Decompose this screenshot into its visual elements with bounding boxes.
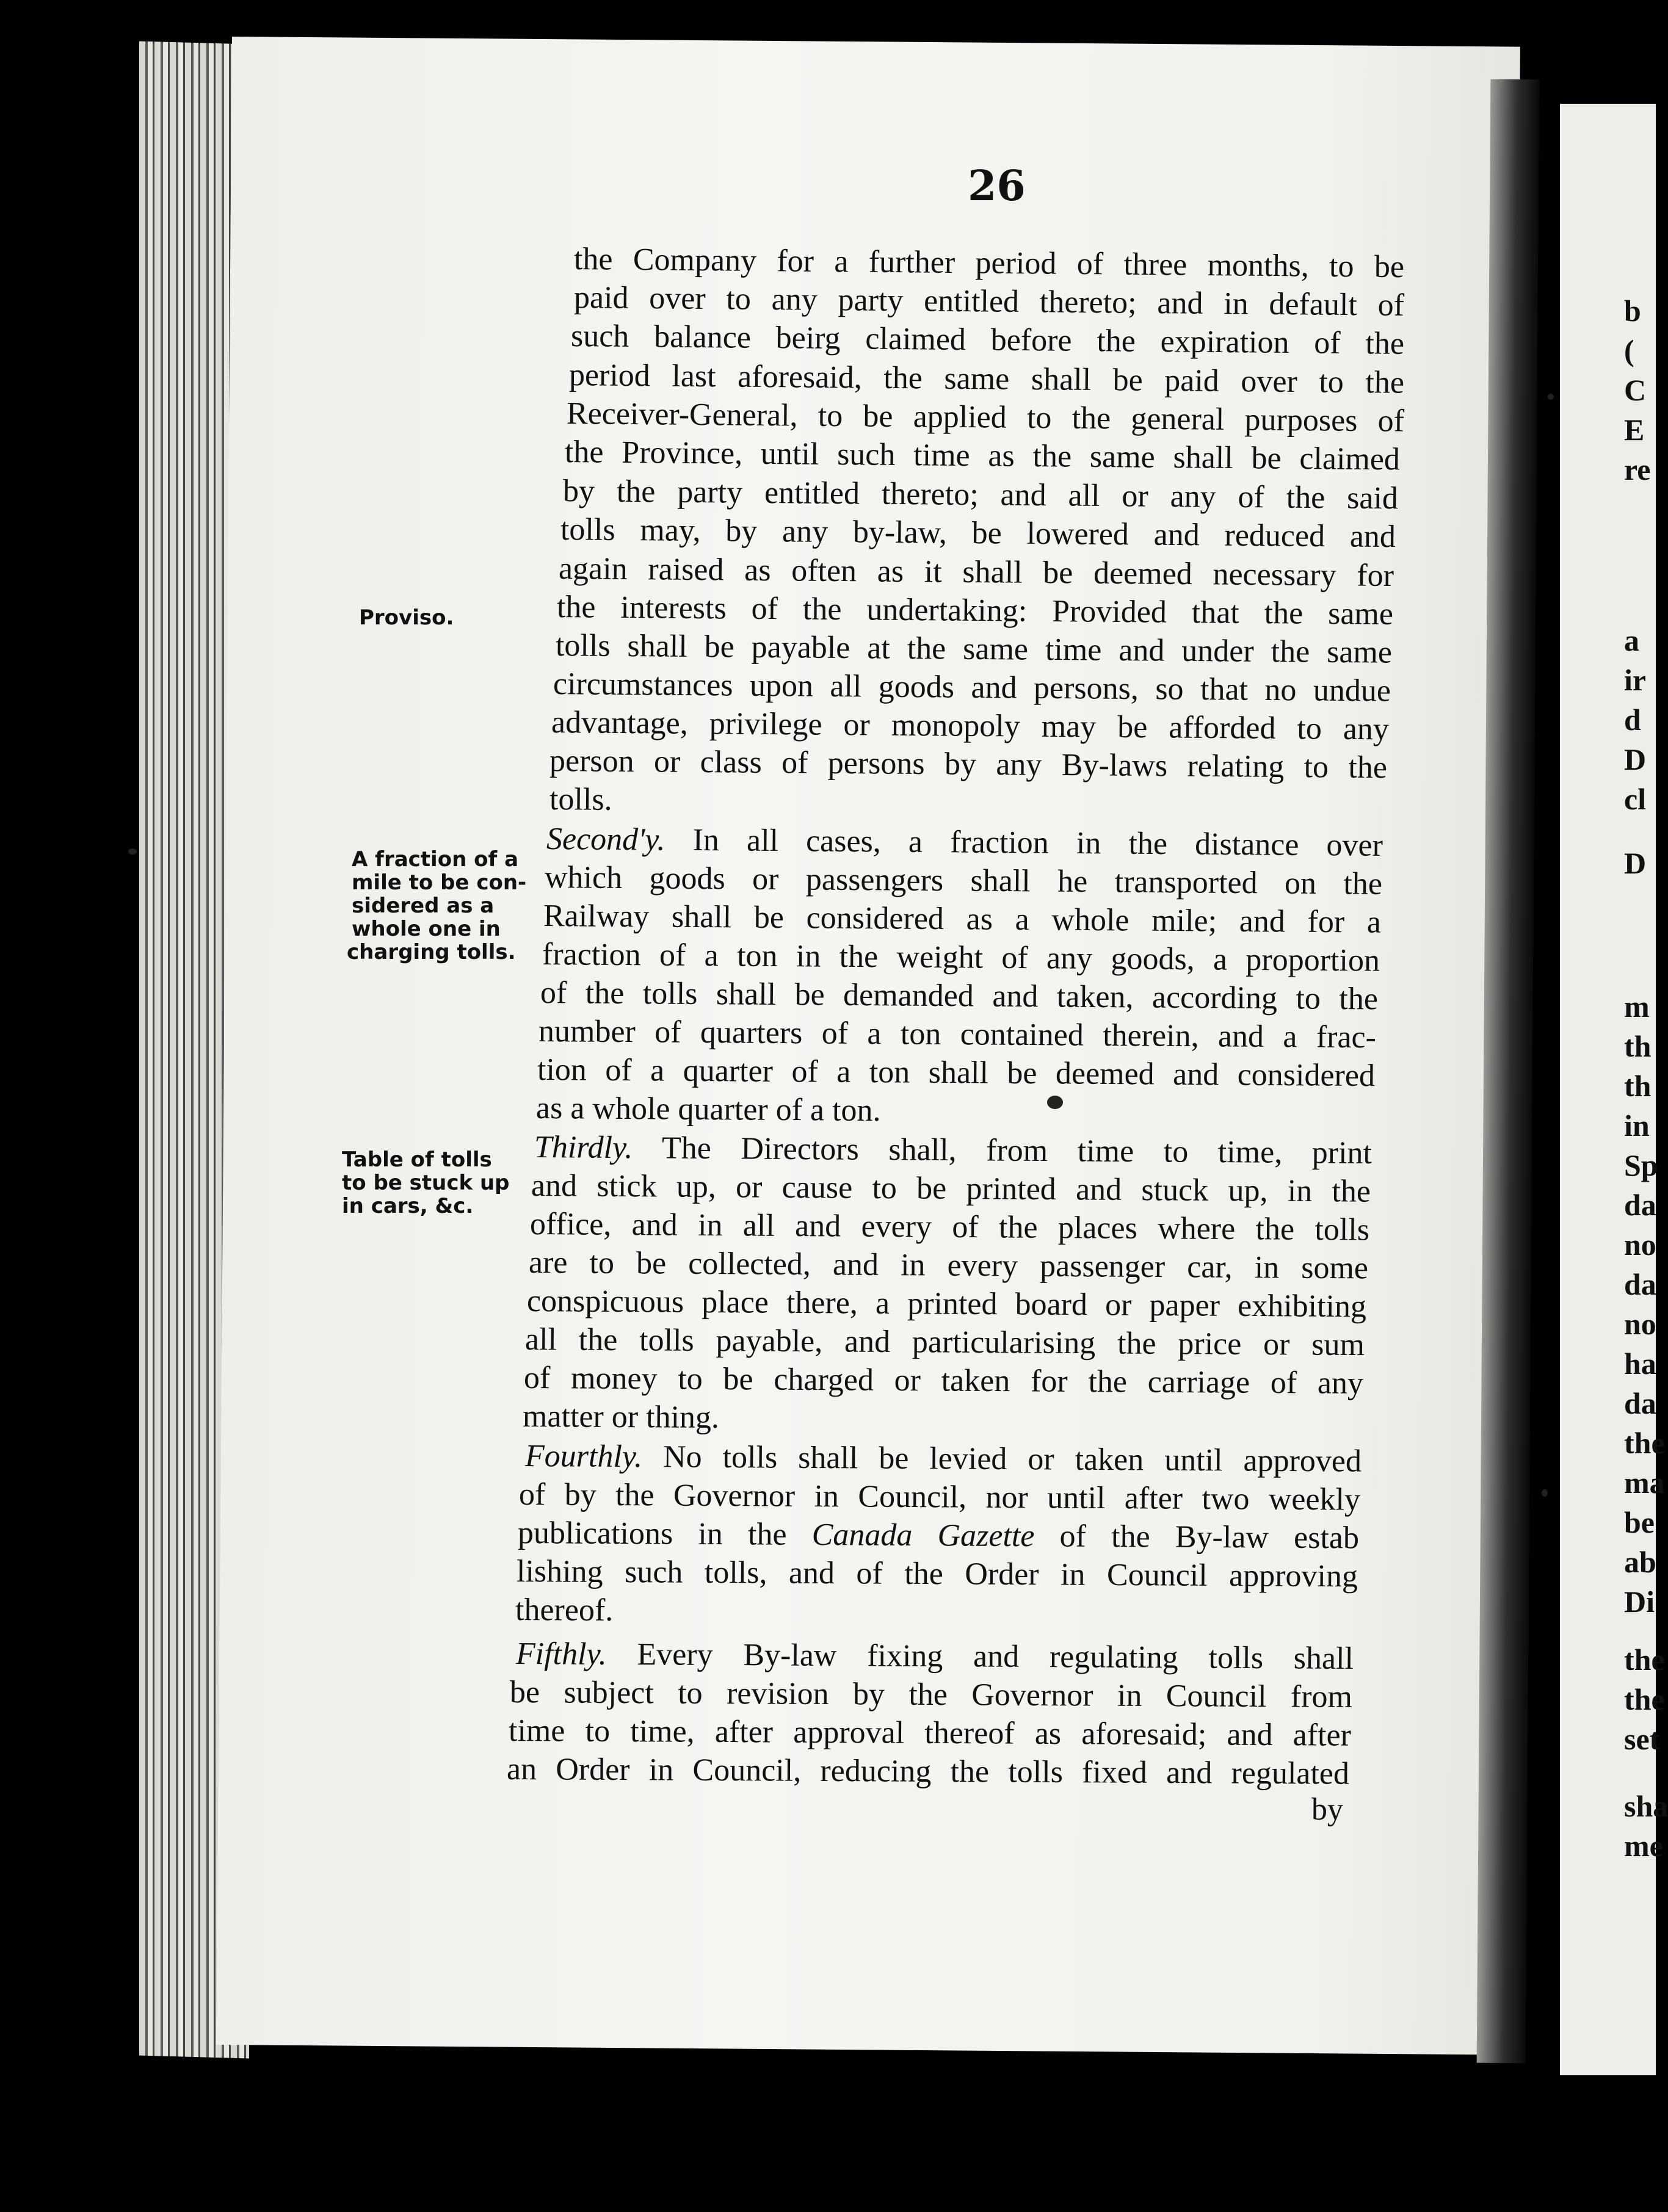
text-line: fraction of a ton in the weight of any goods, a proportion [542, 937, 1380, 978]
line-rest: Every By-law fixing and regulating tolls shall [606, 1636, 1354, 1676]
margin-note-fraction: sidered as a [352, 894, 495, 918]
text-line: all the tolls payable, and particularising the price or sum [524, 1322, 1365, 1363]
fragment: me [1624, 1829, 1663, 1863]
fragment: re [1624, 452, 1651, 486]
fragment: ( [1624, 333, 1634, 367]
text-line: circumstances upon all goods and persons, so that no undue [553, 667, 1391, 709]
line-start: publications in the [517, 1516, 812, 1552]
fragment: be [1624, 1505, 1655, 1539]
text-line: time to time, after approval thereof as aforesaid; and after [508, 1713, 1352, 1753]
text-line: by [1311, 1792, 1344, 1827]
fragment: ir [1624, 663, 1647, 697]
text-line: Railway shall be considered as a whole mile; and for a [543, 898, 1382, 940]
margin-note-fraction: mile to be con- [352, 870, 527, 895]
ink-blot [1047, 1096, 1063, 1109]
italic-canada-gazette: Canada Gazette [811, 1517, 1035, 1554]
text-line [534, 1129, 1372, 1171]
fragment: th [1624, 1069, 1652, 1103]
text-line [518, 1515, 1359, 1556]
fragment: the [1624, 1682, 1665, 1716]
fragment: th [1624, 1029, 1652, 1063]
text-line: tolls. [549, 782, 612, 817]
fragment: m [1624, 989, 1650, 1024]
text-line: period last aforesaid, the same shall be paid over to the [568, 358, 1405, 400]
fragment: cl [1624, 782, 1647, 816]
text-line: Receiver-General, to be applied to the general purposes of [566, 396, 1405, 439]
line-rest: In all cases, a fraction in the distance over [665, 822, 1383, 863]
margin-note-table: to be stuck up [342, 1171, 510, 1195]
fragment: D [1624, 846, 1647, 880]
text-line: lishing such tolls, and of the Order in Council approving [516, 1554, 1358, 1594]
text-line [546, 821, 1383, 864]
fragment: set [1624, 1722, 1660, 1756]
text-line [525, 1438, 1362, 1480]
fragment: the [1624, 1643, 1665, 1677]
dust-speck [128, 848, 137, 855]
fragment: the [1624, 1426, 1665, 1460]
line-rest: No tolls shall be levied or taken until approved [642, 1439, 1362, 1479]
text-line: conspicuous place there, a printed board or paper exhibiting [526, 1284, 1367, 1325]
fragment: Sp [1624, 1148, 1658, 1182]
margin-note-table: in cars, &c. [342, 1194, 474, 1218]
margin-note-fraction: A fraction of a [352, 847, 519, 872]
italic-fifth: Fifthly. [515, 1636, 607, 1672]
text-line: tion of a quarter of a ton shall be deemed and considered [537, 1052, 1376, 1094]
text-line: such balance beirg claimed before the expiration of the [570, 319, 1405, 361]
text-line: thereof. [515, 1592, 614, 1628]
fragment: C [1624, 373, 1647, 407]
text-line: paid over to any party entitled thereto; and in default of [573, 280, 1405, 323]
fragment: da [1624, 1267, 1656, 1301]
fragment: no [1624, 1307, 1656, 1341]
text-line: of money to be charged or taken for the carriage of any [523, 1361, 1364, 1401]
margin-note-fraction: whole one in [352, 917, 501, 941]
text-line: number of quarters of a ton contained therein, and a frac- [538, 1014, 1377, 1055]
text-line: tolls shall be payable at the same time and under the same [555, 628, 1393, 670]
fragment: a [1624, 623, 1639, 657]
text-line: matter or thing. [522, 1399, 720, 1436]
text-line: be subject to revision by the Governor in Council from [509, 1675, 1353, 1715]
line-rest: The Directors shall, from time to time, print [633, 1130, 1372, 1171]
italic-second: Second'y. [546, 822, 665, 858]
fragment: Di [1624, 1585, 1655, 1619]
fragment: D [1624, 742, 1647, 776]
text-line: advantage, privilege or monopoly may be afforded to any [551, 705, 1390, 747]
text-line: person or class of persons by any By-laws relating to the [549, 743, 1388, 786]
text-line: and stick up, or cause to be printed and stuck up, in the [531, 1168, 1371, 1209]
fragment: sha [1624, 1789, 1668, 1823]
text-line: office, and in all and every of the places where the tolls [529, 1207, 1370, 1248]
dust-speck [1548, 394, 1554, 400]
fragment: b [1624, 294, 1641, 328]
text-line: of by the Governor in Council, nor until after two weekly [518, 1477, 1361, 1517]
fragment: da [1624, 1188, 1656, 1222]
text-line: which goods or passengers shall he transported on the [544, 860, 1383, 902]
italic-fourth: Fourthly. [524, 1439, 643, 1475]
text-line: of the tolls shall be demanded and taken, according to the [540, 975, 1379, 1017]
text-line: an Order in Council, reducing the tolls fixed and regulated [506, 1752, 1350, 1791]
fragment: ma [1624, 1466, 1665, 1500]
text-line: the Company for a further period of three months, to be [573, 242, 1405, 285]
page-number: 26 [968, 162, 1026, 211]
fragment: d [1624, 703, 1641, 737]
text-line: are to be collected, and in every passenger car, in some [528, 1245, 1369, 1286]
text-line: the interests of the undertaking: Provided that the same [556, 590, 1394, 632]
fragment: da [1624, 1386, 1656, 1420]
text-line: as a whole quarter of a ton. [535, 1091, 881, 1129]
fragment: E [1624, 413, 1645, 447]
text-line: tolls may, by any by-law, be lowered and reduced and [560, 512, 1396, 555]
text-line: the Province, until such time as the same shall be claimed [564, 435, 1401, 477]
fragment: no [1624, 1227, 1656, 1262]
margin-note-fraction: charging tolls. [347, 940, 516, 964]
margin-note-proviso: Proviso. [359, 605, 454, 630]
line-rest: of the By-law estab [1034, 1519, 1360, 1556]
text-line: by the party entitled thereto; and all or any of the said [562, 474, 1399, 516]
italic-third: Thirdly. [534, 1130, 633, 1166]
fragment: ab [1624, 1545, 1656, 1579]
text-line [516, 1636, 1354, 1677]
dust-speck [1542, 1489, 1548, 1497]
text-line: again raised as often as it shall be deemed necessary for [558, 551, 1394, 593]
fragment: in [1624, 1108, 1650, 1143]
fragment: ha [1624, 1346, 1656, 1381]
margin-note-table: Table of tolls [342, 1148, 492, 1172]
